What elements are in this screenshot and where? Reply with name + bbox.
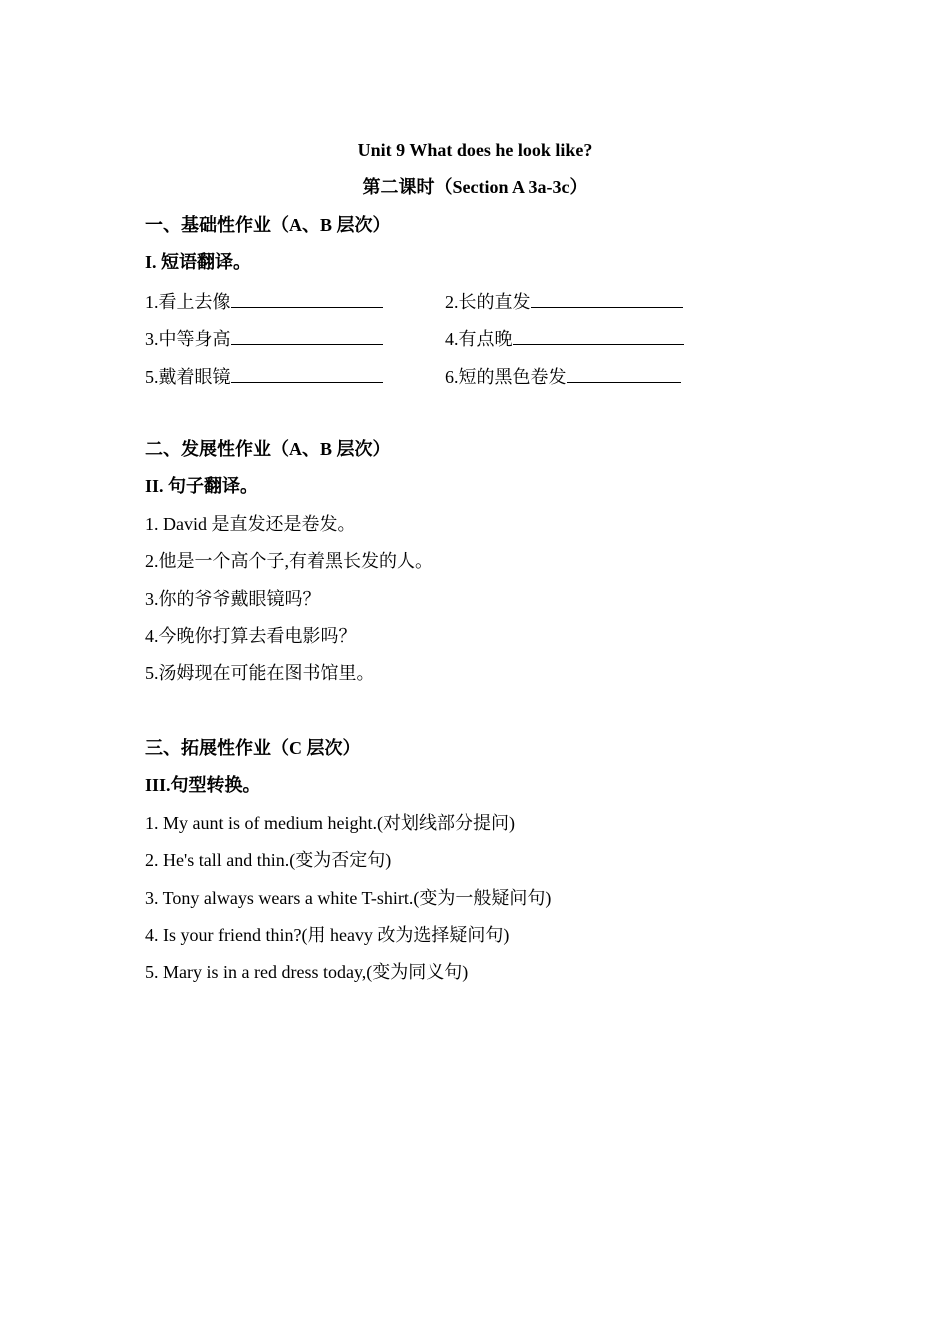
sentence-item: 5.汤姆现在可能在图书馆里。 xyxy=(145,663,375,683)
phrase-label: 2.长的直发 xyxy=(445,292,531,312)
sentence-item: 4.今晚你打算去看电影吗？ xyxy=(145,626,357,646)
transform-item: 5. Mary is in a red dress today,(变为同义句) xyxy=(145,962,469,982)
transform-item: 4. Is your friend thin?(用 heavy 改为选择疑问句) xyxy=(145,925,510,945)
sentence-item: 3.你的爷爷戴眼镜吗？ xyxy=(145,589,321,609)
transform-item: 3. Tony always wears a white T-shirt.(变为一般疑问句) xyxy=(145,888,552,908)
phrase-item xyxy=(445,288,683,314)
sentence-item: 2.他是一个高个子,有着黑长发的人。 xyxy=(145,551,433,571)
phrase-label: 3.中等身高 xyxy=(145,329,231,349)
page-subtitle: 第二课时（Section A 3a-3c） xyxy=(362,177,588,197)
section1-heading: 一、基础性作业（A、B 层次） xyxy=(145,215,391,235)
section1-part-title: I. 短语翻译。 xyxy=(145,252,252,272)
transform-item: 2. He's tall and thin.(变为否定句) xyxy=(145,850,392,870)
phrase-item xyxy=(145,288,383,314)
answer-blank xyxy=(513,325,684,345)
section2-part-title: II. 句子翻译。 xyxy=(145,476,259,496)
section2-heading: 二、发展性作业（A、B 层次） xyxy=(145,439,391,459)
answer-blank xyxy=(231,363,383,383)
phrase-label: 5.戴着眼镜 xyxy=(145,367,231,387)
phrase-label: 6.短的黑色卷发 xyxy=(445,367,567,387)
section3-part-title: III.句型转换。 xyxy=(145,775,261,795)
phrase-label: 4.有点晚 xyxy=(445,329,513,349)
phrase-label: 1.看上去像 xyxy=(145,292,231,312)
answer-blank xyxy=(567,363,681,383)
sentence-item: 1. David 是直发还是卷发。 xyxy=(145,514,356,534)
answer-blank xyxy=(231,325,383,345)
phrase-item xyxy=(445,325,684,351)
answer-blank xyxy=(531,288,683,308)
phrase-item xyxy=(145,325,383,351)
phrase-item xyxy=(445,363,681,389)
phrase-item xyxy=(145,363,383,389)
transform-item: 1. My aunt is of medium height.(对划线部分提问) xyxy=(145,813,515,833)
page-title: Unit 9 What does he look like? xyxy=(357,140,593,160)
section3-heading: 三、拓展性作业（C 层次） xyxy=(145,738,361,758)
answer-blank xyxy=(231,288,383,308)
